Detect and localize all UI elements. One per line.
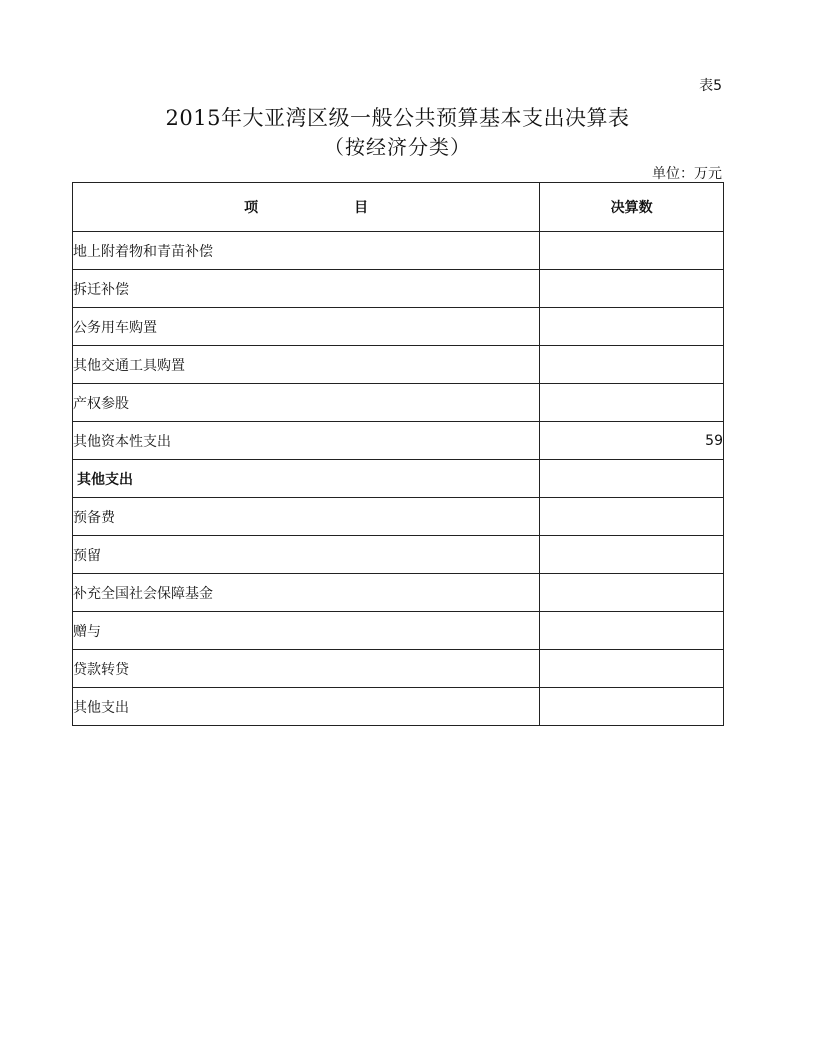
table-row [73,536,724,574]
row-item-name: 其他支出 [73,688,540,726]
table-row [73,574,724,612]
page-subtitle: （按经济分类） [324,135,471,159]
table-row [73,612,724,650]
row-amount [540,270,724,308]
row-amount [540,460,724,498]
row-amount [540,536,724,574]
table-row [73,422,724,460]
table-group-row [73,460,724,498]
row-item-name: 地上附着物和青苗补偿 [73,232,540,270]
row-amount [540,384,724,422]
row-item-name: 预留 [73,536,540,574]
row-amount [540,612,724,650]
row-item-name: 赠与 [73,612,540,650]
table-row [73,384,724,422]
row-item-name: 贷款转贷 [73,650,540,688]
group-item-name: 其他支出 [73,460,540,498]
row-item-name: 其他交通工具购置 [73,346,540,384]
page-title: 2015年大亚湾区级一般公共预算基本支出决算表 [165,106,630,130]
row-item-name: 其他资本性支出 [73,422,540,460]
table-number: 表5 [699,78,722,94]
row-item-name: 补充全国社会保障基金 [73,574,540,612]
row-item-name: 预备费 [73,498,540,536]
table-row [73,650,724,688]
row-amount [540,650,724,688]
table-header-row [73,183,724,232]
table-row [73,270,724,308]
table-row [73,308,724,346]
table-row [73,346,724,384]
row-amount [540,688,724,726]
row-item-name: 产权参股 [73,384,540,422]
row-amount [540,308,724,346]
row-amount [540,346,724,384]
table-row [73,498,724,536]
table-row [73,232,724,270]
column-header-item-char: 项 [244,200,259,216]
row-amount [540,574,724,612]
budget-table [72,182,724,726]
column-header-amount: 决算数 [540,183,724,232]
row-item-name: 拆迁补偿 [73,270,540,308]
row-amount [540,232,724,270]
unit-label: 单位：万元 [652,166,722,182]
column-header-item [73,183,540,232]
table-row [73,688,724,726]
row-amount [540,498,724,536]
row-item-name: 公务用车购置 [73,308,540,346]
row-amount: 59 [540,422,724,460]
column-header-item-char: 目 [354,200,369,216]
